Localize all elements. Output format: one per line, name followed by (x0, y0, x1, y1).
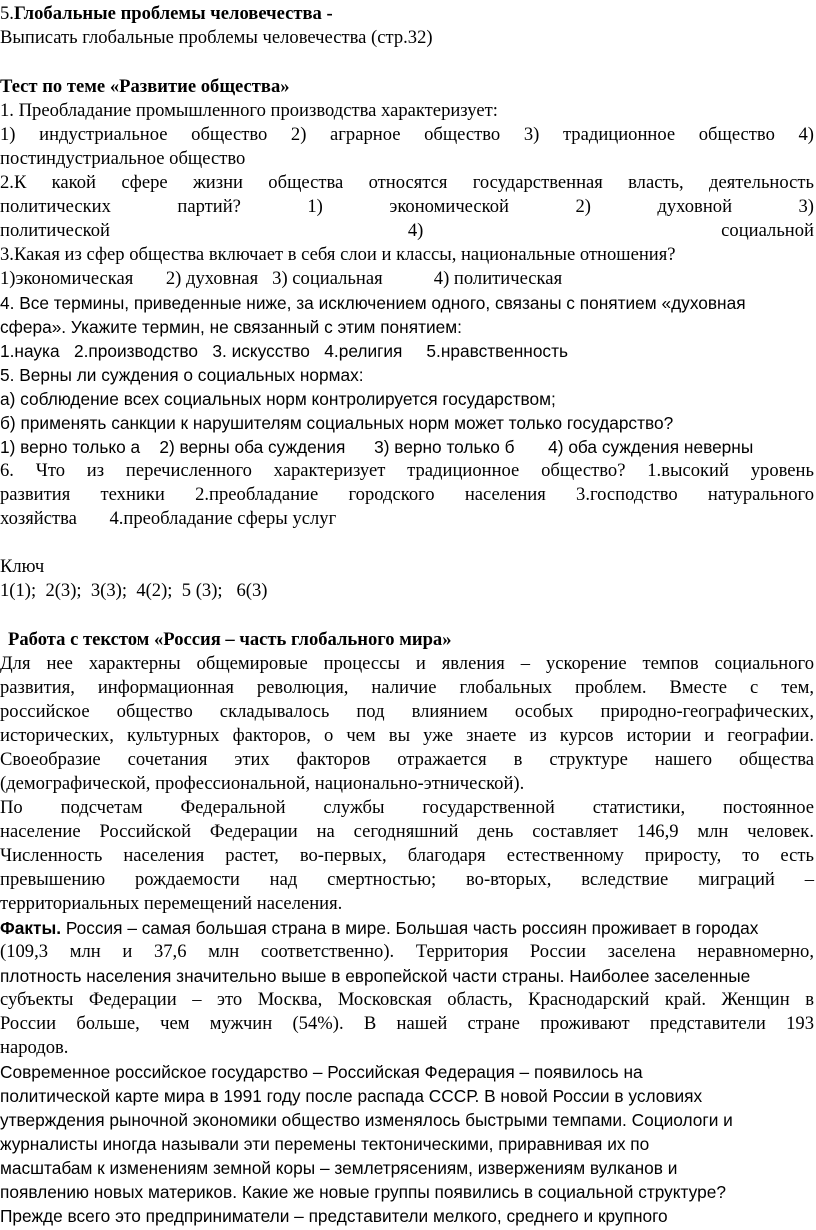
paragraph-line: Современное российское государство – Российская Федерация – появилось на (0, 1062, 643, 1082)
test-line: 1) индустриальное общество 2) аграрное общество 3) традиционное общество 4) (0, 124, 814, 145)
key-label: Ключ (0, 556, 45, 577)
facts-text: Россия – самая большая страна в мире. Большая часть россиян проживает в городах (61, 918, 759, 938)
paragraph-line: субъекты Федерации – это Москва, Московская область, Краснодарский край. Женщин в (0, 989, 814, 1010)
paragraph-line: превышению рождаемости над смертностью; во-вторых, вследствие миграций – (0, 869, 814, 890)
reading-title (8, 628, 452, 652)
reading-title-prefix: Работа с текстом « (8, 629, 164, 650)
paragraph-line: население Российской Федерации на сегодняшний день составляет 146,9 млн человек. (0, 821, 814, 842)
test-line: 4. Все термины, приведенные ниже, за исключением одного, связаны с понятием «духовная (0, 293, 746, 313)
section-heading (0, 2, 333, 26)
paragraph-line: утверждения рыночной экономики общество изменялось быстрыми темпами. Социологи и (0, 1110, 733, 1130)
paragraph-line: (демографической, профессиональной, национально-этнической). (0, 773, 525, 794)
test-line: 1)экономическая 2) духовная 3) социальная 4) политическая (0, 268, 563, 289)
reading-title-main: Россия – часть глобального мира» (163, 629, 452, 650)
test-line: а) соблюдение всех социальных норм контролируется государством; (0, 389, 556, 409)
paragraph-line: исторических, культурных факторов, о чем вы уже знаете из курсов истории и географии. (0, 725, 814, 746)
paragraph-line: появлению новых материков. Какие же новые группы появились в социальной структуре? (0, 1182, 726, 1202)
paragraph-line: По подсчетам Федеральной службы государственной статистики, постоянное (0, 797, 814, 818)
paragraph-line: Прежде всего это предприниматели – представители мелкого, среднего и крупного (0, 1206, 668, 1226)
section-number: 5. (0, 3, 14, 24)
test-line: 2.К какой сфере жизни общества относятся государственная власть, деятельность (0, 172, 814, 193)
test-line: б) применять санкции к нарушителям социальных норм может только государство? (0, 413, 674, 433)
key-answers: 1(1); 2(3); 3(3); 4(2); 5 (3); 6(3) (0, 580, 268, 601)
test-title: Тест по теме «Развитие общества» (0, 76, 290, 97)
test-line: 3.Какая из сфер общества включает в себя слои и классы, национальные отношения? (0, 244, 676, 265)
test-line: 6. Что из перечисленного характеризует традиционное общество? 1.высокий уровень (0, 460, 814, 481)
section-title: Глобальные проблемы человечества - (13, 3, 333, 24)
test-line: хозяйства 4.преобладание сферы услуг (0, 508, 337, 529)
paragraph-line: территориальных перемещений населения. (0, 893, 343, 914)
facts-line (0, 916, 758, 940)
paragraph-line: российское общество складывалось под влиянием особых природно-географических, (0, 701, 814, 722)
paragraph-line: народов. (0, 1037, 69, 1058)
paragraph-line: масштабам к изменениям земной коры – землетрясениям, извержениям вулканов и (0, 1158, 678, 1178)
test-line: сфера». Укажите термин, не связанный с этим понятием: (0, 317, 462, 337)
facts-label: Факты. (0, 918, 62, 938)
section-task: Выписать глобальные проблемы человечества (стр.32) (0, 27, 433, 48)
paragraph-line: Численность населения растет, во-первых, благодаря естественному приросту, то есть (0, 845, 814, 866)
paragraph-line: развития, информационная революция, наличие глобальных проблем. Вместе с тем, (0, 677, 814, 698)
test-line: постиндустриальное общество (0, 148, 246, 169)
paragraph-line: Для нее характерны общемировые процессы и явления – ускорение темпов социального (0, 653, 814, 674)
paragraph-line: плотность населения значительно выше в европейской части страны. Наиболее заселенные (0, 966, 751, 986)
test-line: развития техники 2.преобладание городского населения 3.господство натурального (0, 484, 814, 505)
test-line: 1) верно только а 2) верны оба суждения 3) верно только б 4) оба суждения неверны (0, 437, 754, 457)
test-line: политических партий? 1) экономической 2) духовной 3) (0, 196, 814, 217)
test-line: 1. Преобладание промышленного производства характеризует: (0, 100, 498, 121)
paragraph-line: политической карте мира в 1991 году после распада СССР. В новой России в условиях (0, 1086, 703, 1106)
paragraph-line: России больше, чем мужчин (54%). В нашей стране проживают представители 193 (0, 1013, 814, 1034)
paragraph-line: (109,3 млн и 37,6 млн соответственно). Территория России заселена неравномерно, (0, 941, 814, 962)
test-line: 1.наука 2.производство 3. искусство 4.религия 5.нравственность (0, 341, 568, 361)
test-line: 5. Верны ли суждения о социальных нормах: (0, 365, 364, 385)
paragraph-line: журналисты иногда называли эти перемены тектоническими, приравнивая их по (0, 1134, 650, 1154)
test-line: политической 4) социальной (0, 220, 814, 241)
paragraph-line: Своеобразие сочетания этих факторов отражается в структуре нашего общества (0, 749, 814, 770)
